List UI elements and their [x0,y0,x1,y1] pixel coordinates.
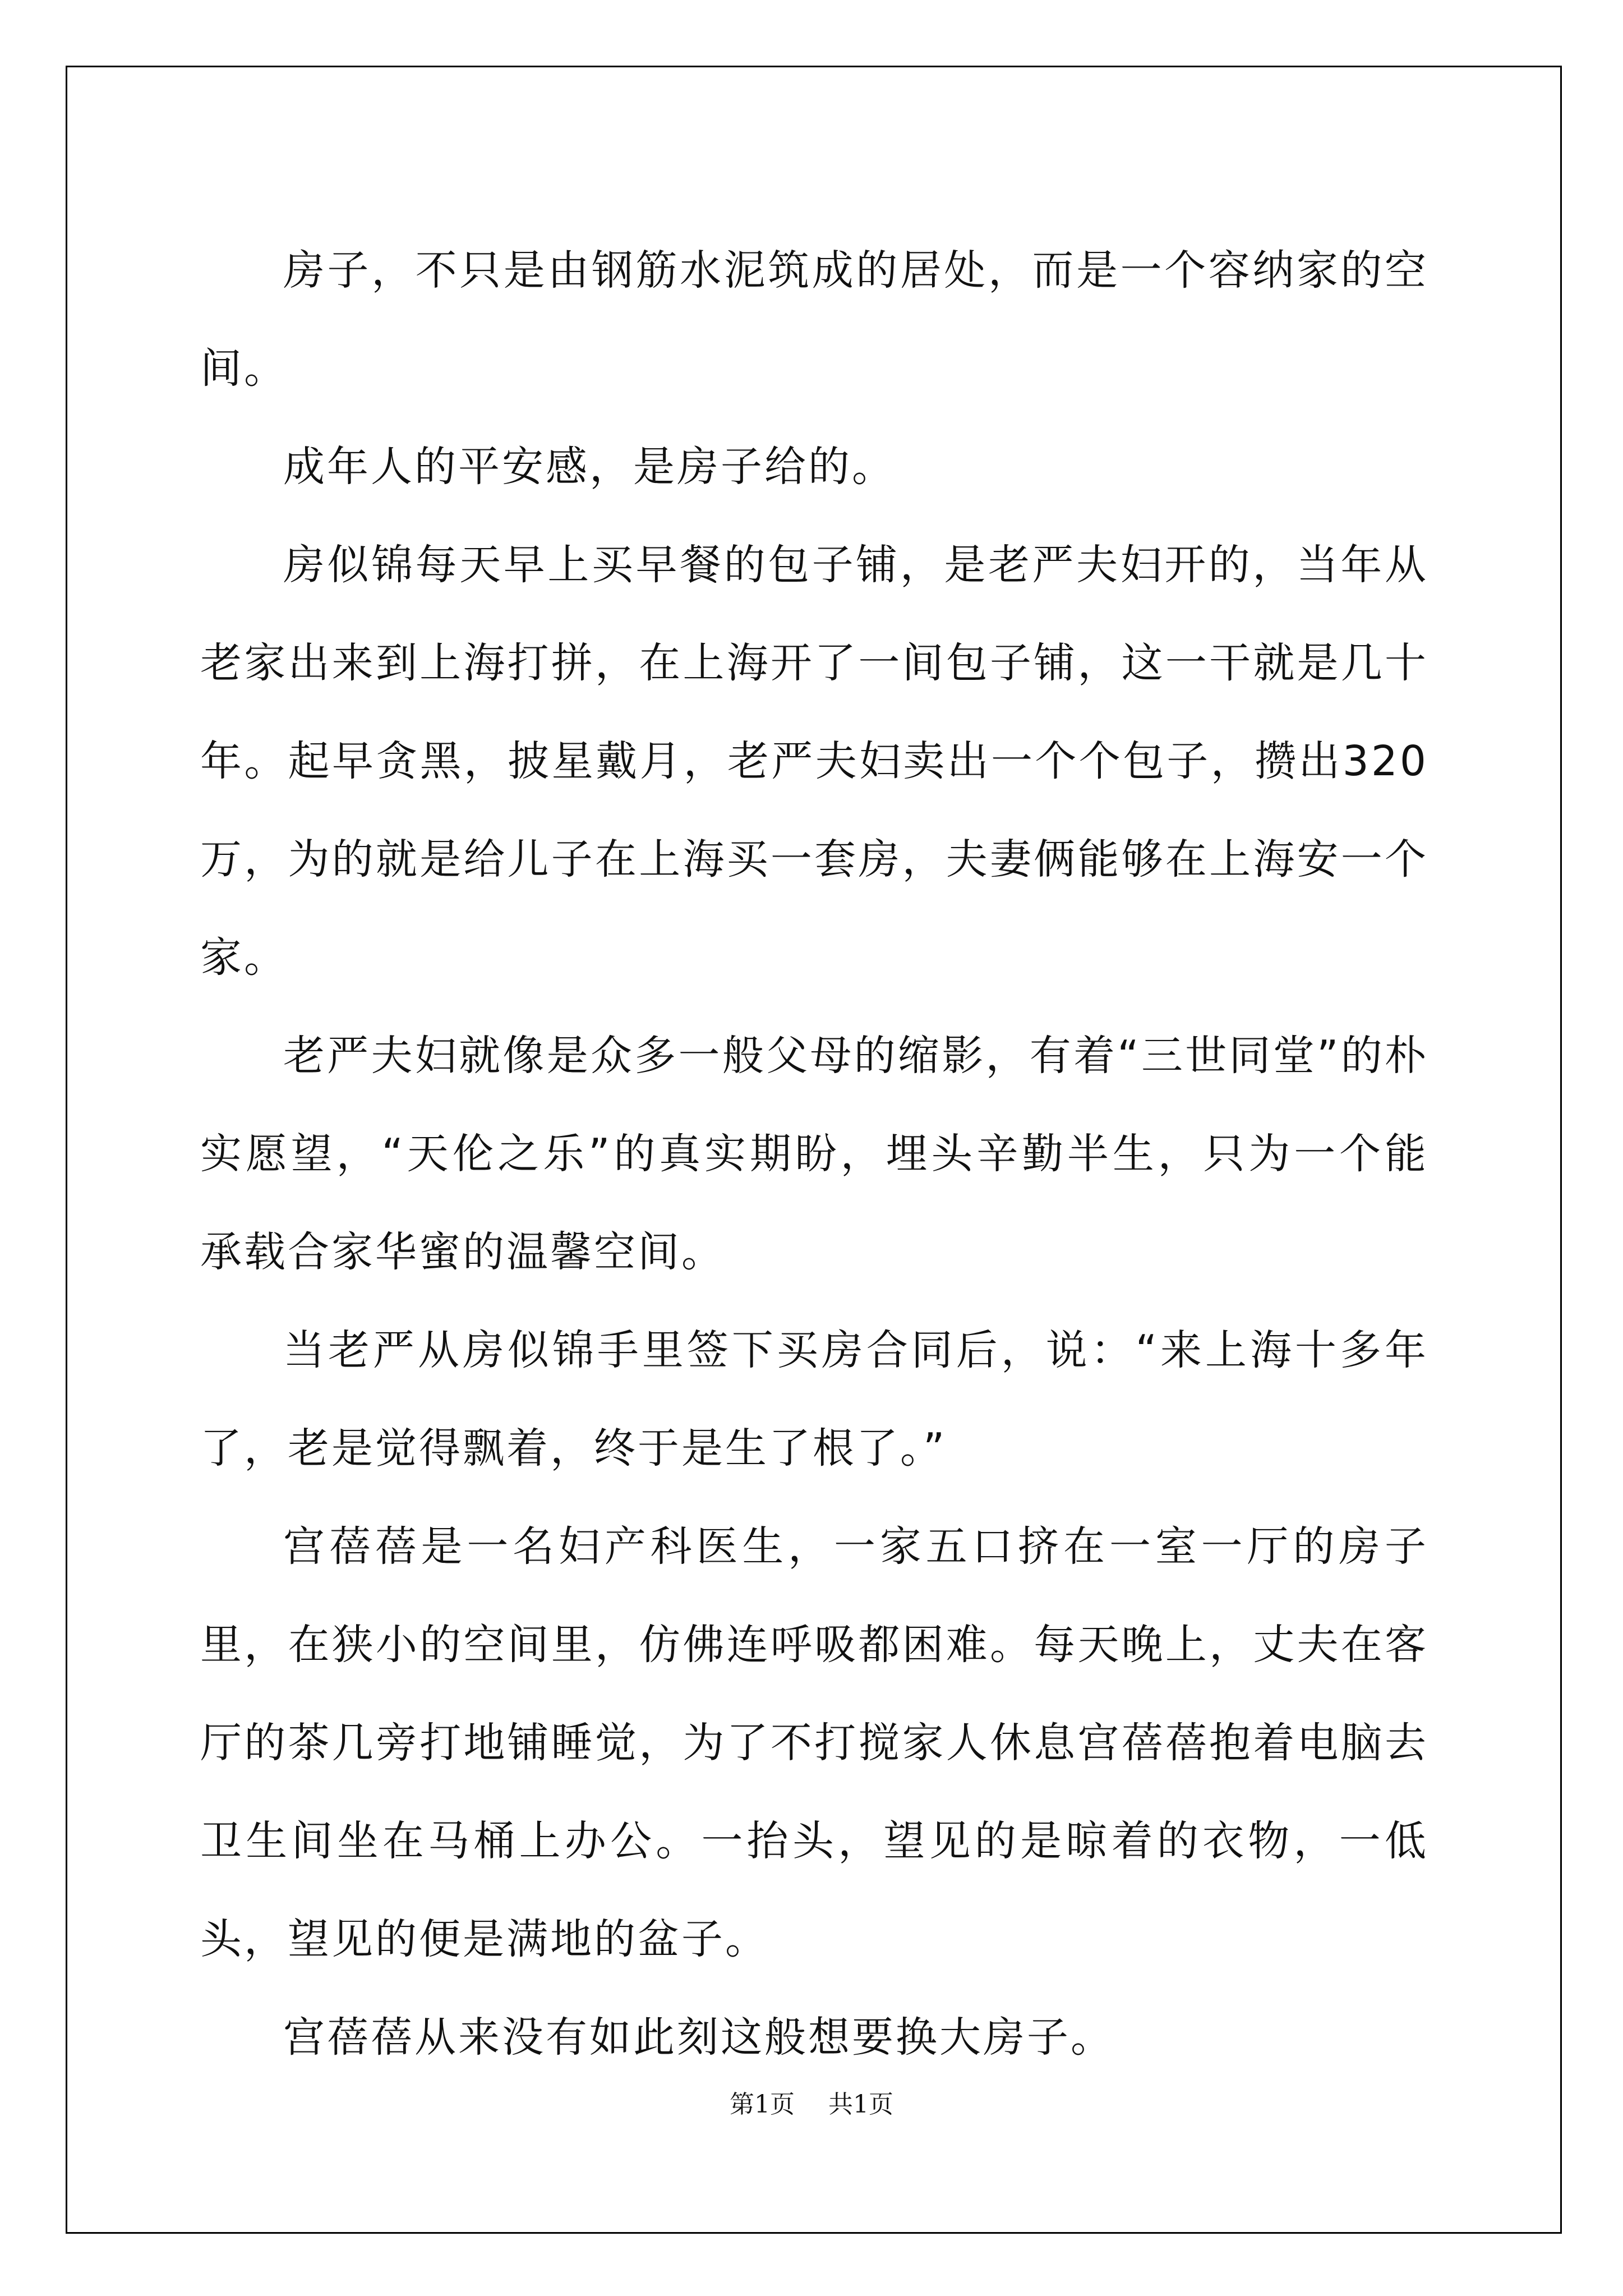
page-total: 共1页 [828,2090,893,2119]
paragraph: 当老严从房似锦手里签下买房合同后，说：“来上海十多年了，老是觉得飘着，终于是生了根了。” [200,1326,1428,1473]
paragraph: 宫蓓蓓从来没有如此刻这般想要换大房子。 [283,2013,1114,2062]
page-footer [0,2084,1623,2120]
paragraph: 房子，不只是由钢筋水泥筑成的居处，而是一个容纳家的空间。 [200,246,1428,393]
paragraph: 成年人的平安感，是房子给的。 [283,443,896,491]
paragraph: 房似锦每天早上买早餐的包子铺，是老严夫妇开的，当年从老家出来到上海打拼，在上海开了一间包子铺，这一干就是几十年。起早贪黑，披星戴月，老严夫妇卖出一个个包子，攒出320万，为的就是给儿子在上海买一套房，夫妻俩能够在上海安一个家。 [200,541,1428,982]
document-body [200,222,1428,2087]
page-number: 第1页 [730,2090,795,2119]
paragraph: 老严夫妇就像是众多一般父母的缩影，有着“三世同堂”的朴实愿望，“天伦之乐”的真实期盼，埋头辛勤半生，只为一个能承载合家华蜜的温馨空间。 [200,1032,1428,1276]
paragraph: 宫蓓蓓是一名妇产科医生，一家五口挤在一室一厅的房子里，在狭小的空间里，仿佛连呼吸都困难。每天晚上，丈夫在客厅的茶几旁打地铺睡觉，为了不打搅家人休息宫蓓蓓抱着电脑去卫生间坐在马桶上办公。一抬头，望见的是晾着的衣物，一低头，望见的便是满地的盆子。 [200,1522,1428,1963]
